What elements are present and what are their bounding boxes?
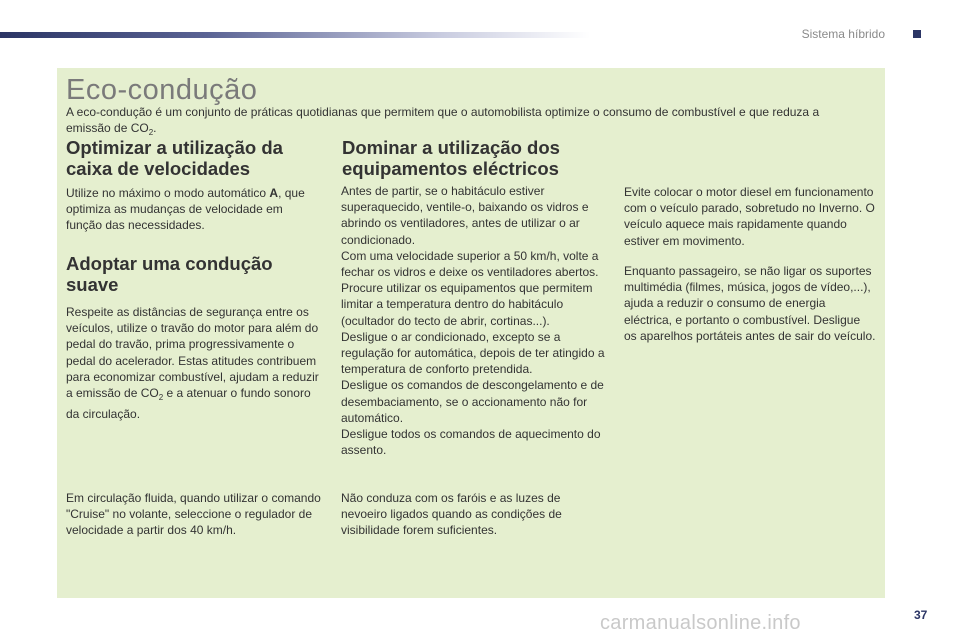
intro-text: A eco-condução é um conjunto de práticas quotidianas que permitem que o automobilista optimize o consumo de combustível e que reduza a emissão de CO (66, 105, 820, 135)
gearbox-heading-block (66, 137, 316, 179)
smooth-driving-text-a: Respeite as distâncias de segurança entre os veículos, utilize o travão do motor para além do pedal do travão, prima progressivamente o pedal do acelerador. Estas atitudes contribuem para economizar combustível, ajudam a reduzir a emissão de CO (66, 305, 319, 401)
intro-paragraph (66, 104, 866, 141)
electrical-line: Desligue o ar condicionado, excepto se a regulação for automática, depois de ter atingido a temperatura de conforto pretendida. (341, 329, 605, 377)
electrical-paragraph (341, 183, 605, 458)
smooth-driving-subscript: 2 (158, 393, 164, 403)
electrical-line: Antes de partir, se o habitáculo estiver superaquecido, ventile-o, baixando os vidros e abrindo os ventiladores, antes de utilizar o ar condicionado. (341, 184, 589, 247)
section-marker-square (913, 30, 921, 38)
electrical-line: Com uma velocidade superior a 50 km/h, volte a fechar os vidros e deixe os ventiladores abertos. (341, 248, 599, 280)
electrical-line: Procure utilizar os equipamentos que permitem limitar a temperatura dentro do habitáculo (ocultador do tecto de abrir, cortinas...). (341, 281, 593, 328)
smooth-driving-paragraph (66, 304, 322, 422)
watermark-logo: carmanualsonline.info (600, 612, 801, 634)
electrical-line: Desligue os comandos de descongelamento e de desembaciamento, se o accionamento não for automático. (341, 378, 604, 425)
cruise-paragraph: Em circulação fluida, quando utilizar o comando "Cruise" no volante, seleccione o regulador de velocidade a partir dos 40 km/h. (66, 491, 321, 538)
page-number: 37 (914, 608, 928, 622)
gearbox-paragraph (66, 185, 322, 234)
gearbox-heading: Optimizar a utilização da caixa de velocidades (66, 137, 283, 179)
smooth-driving-text-b: e a atenuar o fundo sonoro da circulação. (66, 386, 311, 422)
multimedia-paragraph: Enquanto passageiro, se não ligar os suportes multimédia (filmes, música, jogos de vídeo,...), ajuda a reduzir o consumo de energia eléctrica, e portanto o combustível. Desligue os aparelhos portáteis antes de sair do veículo. (624, 264, 876, 343)
header-gradient-bar (0, 32, 590, 38)
gearbox-text-b: , que optimiza as mudanças de velocidade em função das necessidades. (66, 186, 305, 233)
smooth-driving-heading-block (66, 253, 316, 295)
page-title: Eco-condução (66, 74, 258, 106)
electrical-heading: Dominar a utilização dos equipamentos eléctricos (342, 137, 560, 179)
electrical-line: Desligue todos os comandos de aquecimento do assento. (341, 427, 601, 458)
lights-paragraph: Não conduza com os faróis e as luzes de nevoeiro ligados quando as condições de visibilidade forem suficientes. (341, 491, 562, 538)
diesel-paragraph: Evite colocar o motor diesel em funcionamento com o veículo parado, sobretudo no Inverno. O veículo aquece mais rapidamente quando estiver em movimento. (624, 185, 875, 248)
gearbox-text-a: Utilize no máximo o modo automático (66, 186, 270, 200)
intro-end: . (153, 121, 157, 135)
electrical-heading-block (342, 137, 612, 179)
gearbox-mode-letter: A (269, 186, 279, 200)
intro-subscript: 2 (148, 128, 154, 137)
section-title: Sistema híbrido (801, 27, 885, 41)
smooth-driving-heading: Adoptar uma condução suave (66, 253, 273, 295)
